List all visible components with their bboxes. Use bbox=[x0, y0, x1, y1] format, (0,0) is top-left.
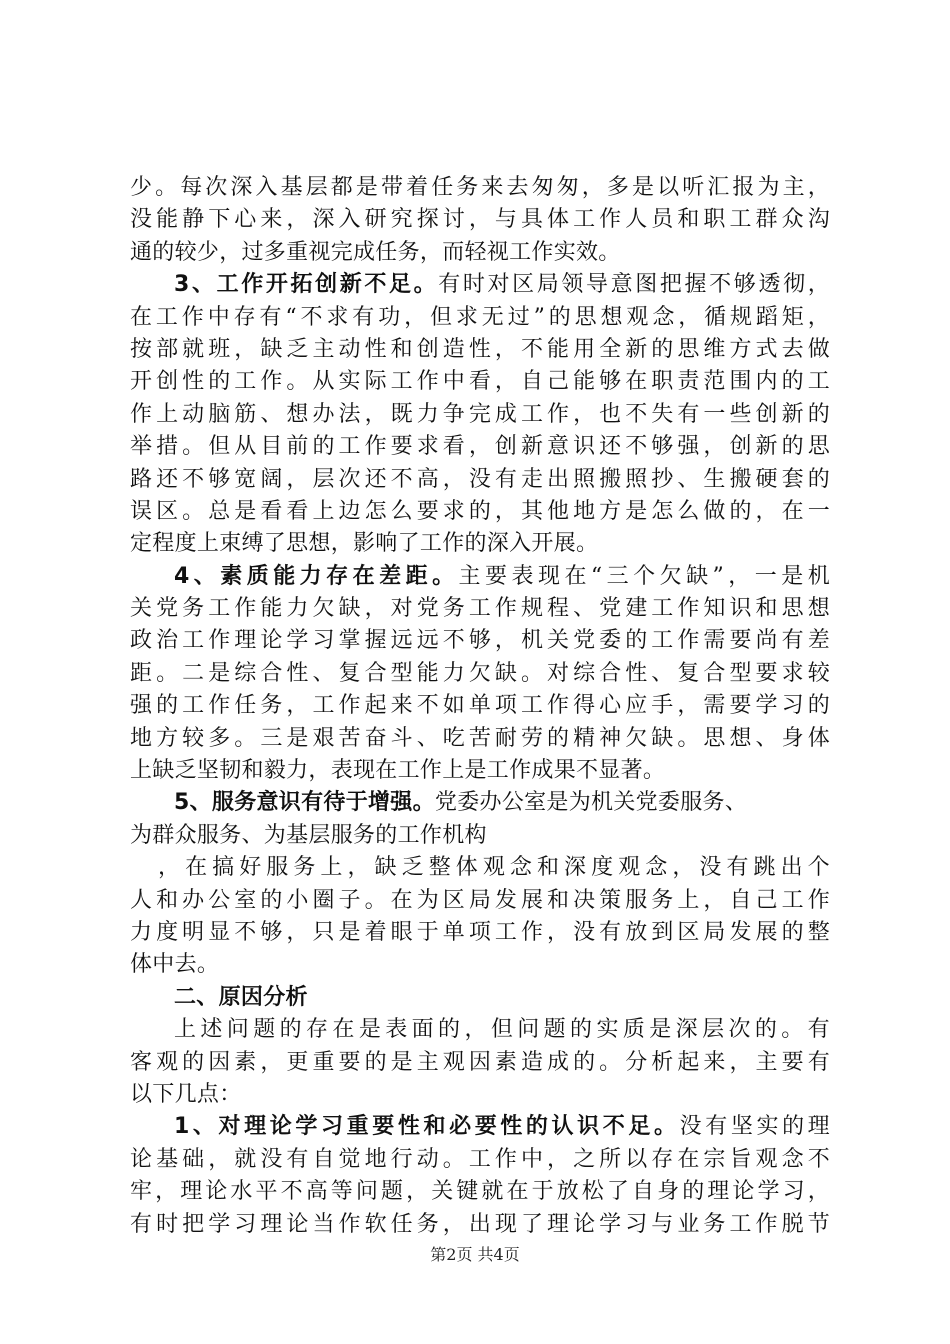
text-line: 误区。总是看看上边怎么要求的，其他地方是怎么做的，在一 bbox=[130, 498, 830, 524]
text-line: 通的较少，过多重视完成任务，而轻视工作实效。 bbox=[130, 239, 621, 265]
section-heading: 1、对理论学习重要性和必要性的认识不足。 bbox=[174, 1114, 680, 1140]
text-line: 有时把学习理论当作软任务，出现了理论学习与业务工作脱节 bbox=[130, 1211, 830, 1237]
text-line: 力度明显不够，只是着眼于单项工作，没有放到区局发展的整 bbox=[130, 919, 830, 945]
section-heading-line bbox=[130, 1111, 830, 1143]
text-line: 客观的因素，更重要的是主观因素造成的。分析起来，主要有 bbox=[130, 1049, 830, 1075]
text-line: ，在搞好服务上，缺乏整体观念和深度观念，没有跳出个 bbox=[158, 855, 830, 881]
text-line: 政治工作理论学习掌握远远不够，机关党委的工作需要尚有差 bbox=[130, 628, 830, 654]
text-line: 关党务工作能力欠缺，对党务工作规程、党建工作知识和思想 bbox=[130, 596, 830, 622]
text-line: 作上动脑筋、想办法，既力争完成工作，也不失有一些创新的 bbox=[130, 401, 830, 427]
text-line: 论基础，就没有自觉地行动。工作中，之所以存在宗旨观念不 bbox=[130, 1146, 830, 1172]
section-heading: 4、素质能力存在差距。 bbox=[174, 563, 459, 589]
text-line: 体中去。 bbox=[130, 952, 220, 978]
heading-continuation: 没有坚实的理 bbox=[679, 1114, 830, 1140]
text-line: 路还不够宽阔，层次还不高，没有走出照搬照抄、生搬硬套的 bbox=[130, 466, 830, 492]
text-line: 距。二是综合性、复合型能力欠缺。对综合性、复合型要求较 bbox=[130, 660, 830, 686]
text-line: 举措。但从目前的工作要求看，创新意识还不够强，创新的思 bbox=[130, 434, 830, 460]
body-text bbox=[130, 172, 830, 1241]
text-line: 上述问题的存在是表面的，但问题的实质是深层次的。有 bbox=[174, 1017, 830, 1043]
text-line: 人和办公室的小圈子。在为区局发展和决策服务上，自己工作 bbox=[130, 887, 830, 913]
text-line: 在工作中存有“不求有功，但求无过”的思想观念，循规蹈矩， bbox=[130, 304, 830, 330]
heading-continuation: 主要表现在“三个欠缺”，一是机 bbox=[458, 563, 831, 589]
chapter-heading: 二、原因分析 bbox=[174, 984, 308, 1010]
section-heading-line bbox=[130, 561, 830, 593]
text-line: 按部就班，缺乏主动性和创造性，不能用全新的思维方式去做 bbox=[130, 336, 830, 362]
text-line: 强的工作任务，工作起来不如单项工作得心应手，需要学习的 bbox=[130, 693, 830, 719]
text-line: 少。每次深入基层都是带着任务来去匆匆，多是以听汇报为主， bbox=[130, 175, 830, 200]
section-heading-line bbox=[130, 269, 830, 301]
heading-continuation: 党委办公室是为机关党委服务、 bbox=[434, 790, 748, 816]
page-footer: 第2页 共4页 bbox=[430, 1245, 520, 1264]
text-line: 定程度上束缚了思想，影响了工作的深入开展。 bbox=[130, 531, 599, 557]
text-line: 以下几点： bbox=[130, 1081, 242, 1107]
heading-continuation: 有时对区局领导意图把握不够透彻， bbox=[438, 272, 830, 298]
text-line: 牢，理论水平不高等问题，关键就在于放松了自身的理论学习， bbox=[130, 1179, 830, 1205]
section-heading: 5、服务意识有待于增强。 bbox=[174, 790, 435, 816]
text-line: 没能静下心来，深入研究探讨，与具体工作人员和职工群众沟 bbox=[130, 207, 830, 233]
section-heading-line bbox=[130, 787, 830, 819]
text-line: 上缺乏坚韧和毅力，表现在工作上是工作成果不显著。 bbox=[130, 758, 666, 784]
text-line: 地方较多。三是艰苦奋斗、吃苦耐劳的精神欠缺。思想、身体 bbox=[130, 725, 830, 751]
text-line: 为群众服务、为基层服务的工作机构 bbox=[130, 822, 487, 848]
section-heading: 3、工作开拓创新不足。 bbox=[174, 272, 439, 298]
text-line: 开创性的工作。从实际工作中看，自己能够在职责范围内的工 bbox=[130, 369, 830, 395]
